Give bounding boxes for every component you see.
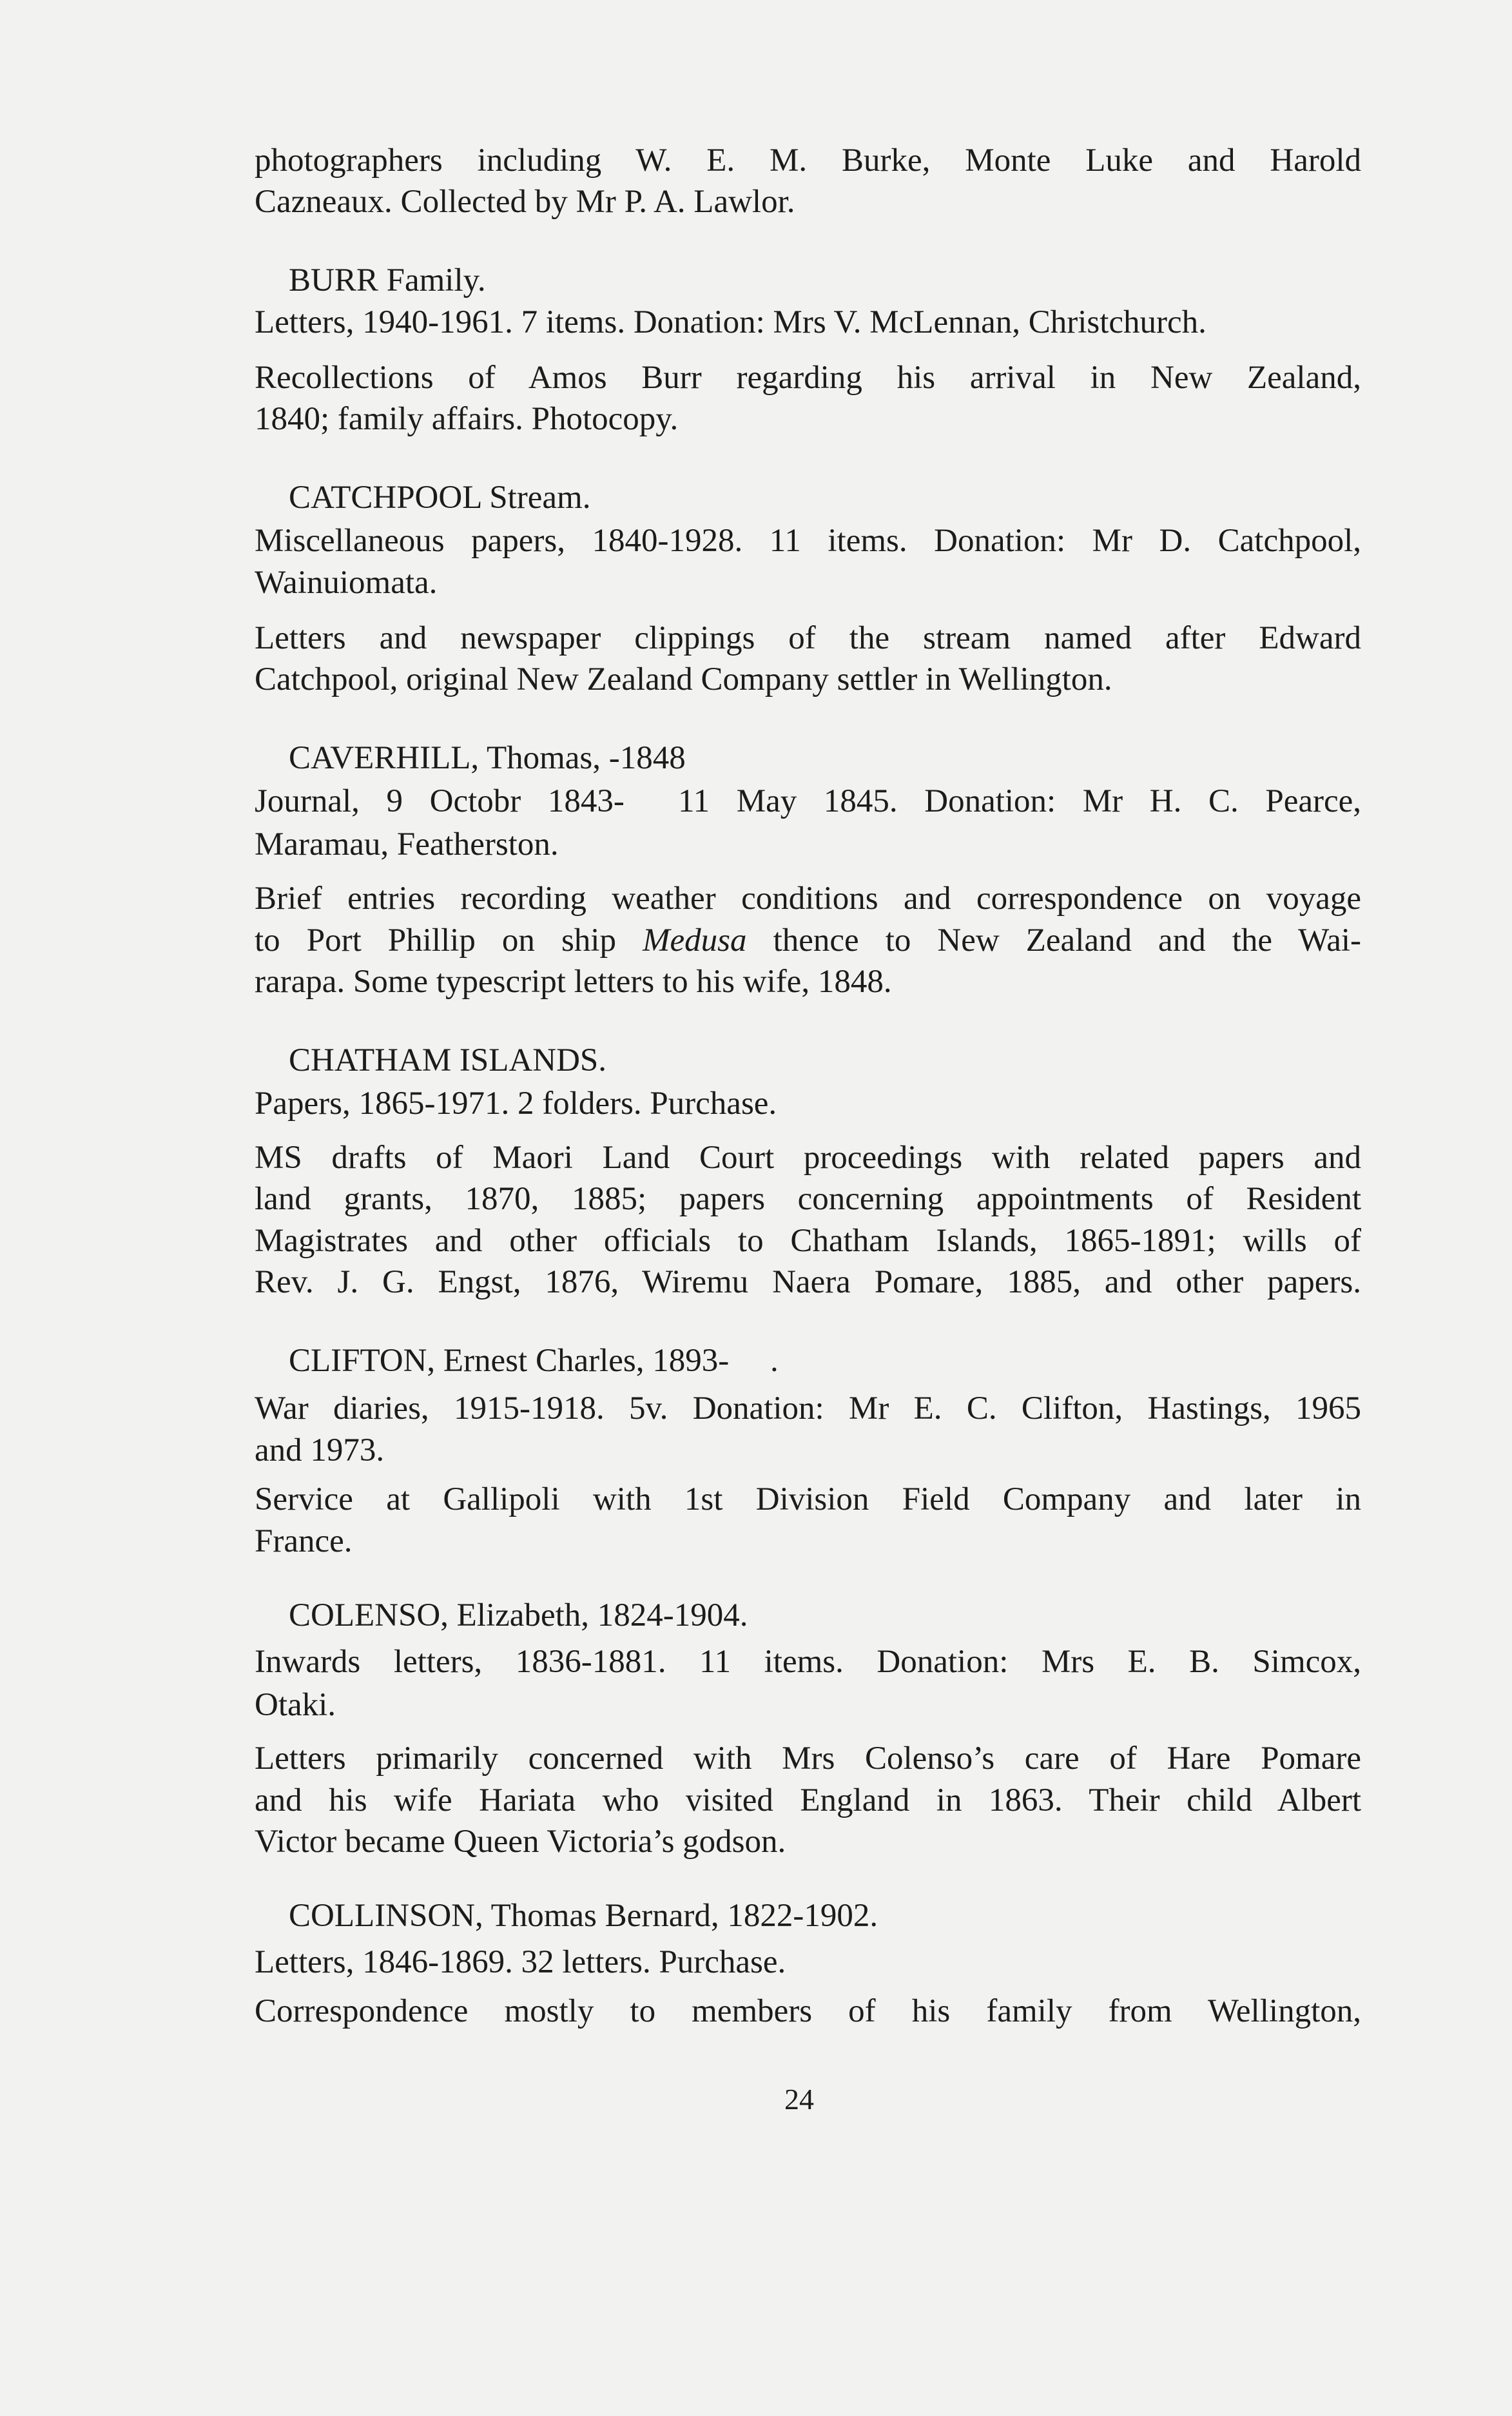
entry-note: Letters primarily concerned with Mrs Colenso’s care of Hare Pomare (255, 1740, 1361, 1777)
entry-heading: COLENSO, Elizabeth, 1824-1904. (289, 1597, 748, 1633)
entry-description: Otaki. (255, 1687, 336, 1723)
entry-heading: CAVERHILL, Thomas, -1848 (289, 740, 686, 776)
entry-heading: CHATHAM ISLANDS. (289, 1042, 607, 1078)
entry-description: Papers, 1865-1971. 2 folders. Purchase. (255, 1086, 777, 1122)
entry-note: Brief entries recording weather conditions and correspondence on voyage (255, 881, 1361, 917)
entry-note: and his wife Hariata who visited England in 1863. Their child Albert (255, 1782, 1361, 1818)
entry-description: Maramau, Featherston. (255, 826, 559, 862)
intro-line: photographers including W. E. M. Burke, Monte Luke and Harold (255, 142, 1361, 179)
ship-name: Medusa (643, 922, 747, 959)
note-text: to Port Phillip on ship (255, 922, 616, 959)
entry-note: Recollections of Amos Burr regarding his arrival in New Zealand, (255, 360, 1361, 396)
entry-description: Journal, 9 Octobr 1843- 11 May 1845. Donation: Mr H. C. Pearce, (255, 783, 1361, 819)
entry-heading: BURR Family. (289, 262, 486, 298)
entry-description: War diaries, 1915-1918. 5v. Donation: Mr E. C. Clifton, Hastings, 1965 (255, 1390, 1361, 1427)
entry-note: Service at Gallipoli with 1st Division Field Company and later in (255, 1481, 1361, 1517)
entry-note: Correspondence mostly to members of his family from Wellington, (255, 1993, 1361, 2029)
entry-note (255, 918, 1361, 963)
entry-note: France. (255, 1523, 353, 1559)
entry-description: Letters, 1940-1961. 7 items. Donation: Mrs V. McLennan, Christchurch. (255, 304, 1207, 340)
entry-description: Miscellaneous papers, 1840-1928. 11 items. Donation: Mr D. Catchpool, (255, 523, 1361, 559)
entry-note: land grants, 1870, 1885; papers concerning appointments of Resident (255, 1181, 1361, 1217)
entry-note: Magistrates and other officials to Chatham Islands, 1865-1891; wills of (255, 1223, 1361, 1259)
entry-heading: CATCHPOOL Stream. (289, 480, 591, 516)
entry-note: rarapa. Some typescript letters to his wife, 1848. (255, 964, 892, 1000)
entry-description: and 1973. (255, 1432, 385, 1468)
note-text: thence to New Zealand and the Wai- (773, 922, 1362, 959)
entry-note: 1840; family affairs. Photocopy. (255, 401, 679, 437)
entry-note: Letters and newspaper clippings of the stream named after Edward (255, 620, 1361, 656)
page-number: 24 (784, 2083, 814, 2116)
entry-description: Wainuiomata. (255, 565, 438, 601)
entry-note: Victor became Queen Victoria’s godson. (255, 1824, 786, 1860)
intro-line: Cazneaux. Collected by Mr P. A. Lawlor. (255, 184, 795, 220)
entry-note: MS drafts of Maori Land Court proceedings with related papers and (255, 1140, 1361, 1176)
entry-heading: CLIFTON, Ernest Charles, 1893- . (289, 1343, 779, 1379)
entry-description: Letters, 1846-1869. 32 letters. Purchase. (255, 1944, 786, 1980)
entry-heading: COLLINSON, Thomas Bernard, 1822-1902. (289, 1898, 878, 1934)
entry-description: Inwards letters, 1836-1881. 11 items. Donation: Mrs E. B. Simcox, (255, 1644, 1361, 1680)
entry-note: Rev. J. G. Engst, 1876, Wiremu Naera Pomare, 1885, and other papers. (255, 1264, 1361, 1300)
entry-note: Catchpool, original New Zealand Company settler in Wellington. (255, 661, 1112, 697)
